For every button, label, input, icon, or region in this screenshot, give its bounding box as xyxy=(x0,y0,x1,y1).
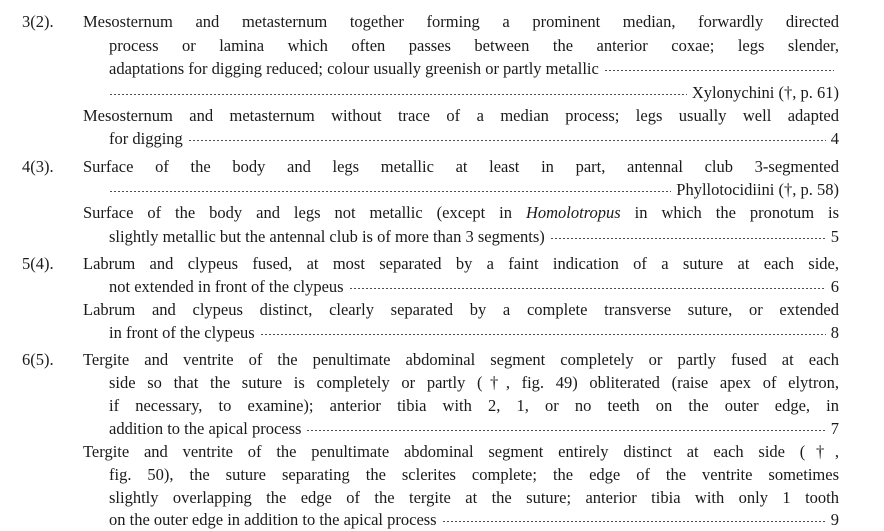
couplet-5-line-1 xyxy=(0,252,884,275)
lead-text: slightly metallic but the antennal club is of more than 3 segments) xyxy=(109,227,545,246)
lead-with-leader xyxy=(109,225,839,248)
lead-text: in front of the clypeus xyxy=(109,323,255,342)
lead-text: Tergite and ventrite of the penultimate abdominal segment completely or partly fused at each xyxy=(83,350,839,369)
lead-text: for digging xyxy=(109,129,183,148)
lead-with-leader xyxy=(109,178,839,201)
lead-with-leader xyxy=(109,127,839,150)
dot-leader xyxy=(442,521,826,522)
couplet-5-line-2 xyxy=(0,275,884,298)
key-result: 4 xyxy=(830,129,839,148)
couplet-3b-line-2 xyxy=(0,127,884,150)
couplet-5b-line-1 xyxy=(0,298,884,321)
couplet-3-line-2 xyxy=(0,34,884,57)
couplet-3-line-4 xyxy=(0,81,884,104)
dot-leader xyxy=(349,288,826,289)
lead-with-leader xyxy=(109,508,839,531)
lead-with-leader xyxy=(109,417,839,440)
key-result: 7 xyxy=(830,419,839,438)
lead-with-leader xyxy=(109,57,839,80)
lead-text: addition to the apical process xyxy=(109,419,302,438)
couplet-6-line-4 xyxy=(0,417,884,440)
couplet-3-line-3 xyxy=(0,57,884,80)
lead-text: process or lamina which often passes between the anterior coxae; legs slender, xyxy=(109,36,839,55)
couplet-6b-line-2 xyxy=(0,463,884,486)
lead-text: Surface of the body and legs metallic at least in part, antennal club 3-segmented xyxy=(83,157,839,176)
couplet-6b-line-1 xyxy=(0,440,884,463)
couplet-6b-line-3 xyxy=(0,486,884,509)
couplet-3-line-1 xyxy=(0,10,884,33)
couplet-6b-line-4 xyxy=(0,508,884,531)
key-result: Xylonychini (†, p. 61) xyxy=(691,83,839,102)
lead-text: Mesosternum and metasternum without trace of a median process; legs usually well adapted xyxy=(83,106,839,125)
key-result: Phyllotocidiini (†, p. 58) xyxy=(676,180,839,199)
couplet-4b-line-1 xyxy=(0,201,884,224)
couplet-number: 3(2). xyxy=(22,12,54,31)
lead-text: if necessary, to examine); anterior tibia with 2, 1, or no teeth on the outer edge, in xyxy=(109,396,839,415)
lead-with-leader xyxy=(109,81,839,104)
lead-text: Surface of the body and legs not metallic (except in Homolotropus in which the pronotum is xyxy=(83,203,839,222)
couplet-number: 4(3). xyxy=(22,157,54,176)
couplet-3b-line-1 xyxy=(0,104,884,127)
dot-leader xyxy=(109,94,687,95)
lead-text: adaptations for digging reduced; colour usually greenish or partly metallic xyxy=(109,59,599,78)
lead-text: on the outer edge in addition to the apical process xyxy=(109,510,437,529)
key-result: 9 xyxy=(830,510,839,529)
lead-text: Mesosternum and metasternum together forming a prominent median, forwardly directed xyxy=(83,12,839,31)
couplet-number: 6(5). xyxy=(22,350,54,369)
key-result: 5 xyxy=(830,227,839,246)
dot-leader xyxy=(260,334,826,335)
lead-text: not extended in front of the clypeus xyxy=(109,277,344,296)
dot-leader xyxy=(604,70,834,71)
couplet-5b-line-2 xyxy=(0,321,884,344)
dot-leader xyxy=(188,140,826,141)
key-result: 6 xyxy=(830,277,839,296)
dot-leader xyxy=(306,430,825,431)
couplet-4-line-2 xyxy=(0,178,884,201)
lead-text: Labrum and clypeus distinct, clearly separated by a complete transverse suture, or extended xyxy=(83,300,839,319)
couplet-6-line-3 xyxy=(0,394,884,417)
lead-text: fig. 50), the suture separating the sclerites complete; the edge of the ventrite sometimes xyxy=(109,465,839,484)
lead-text: Tergite and ventrite of the penultimate abdominal segment entirely distinct at each side (†, xyxy=(83,442,839,461)
couplet-4-line-1 xyxy=(0,155,884,178)
couplet-6-line-1 xyxy=(0,348,884,371)
lead-text: Labrum and clypeus fused, at most separated by a faint indication of a suture at each side, xyxy=(83,254,839,273)
couplet-4b-line-2 xyxy=(0,225,884,248)
key-result: 8 xyxy=(830,323,839,342)
dot-leader xyxy=(109,191,671,192)
couplet-number: 5(4). xyxy=(22,254,54,273)
lead-with-leader xyxy=(109,275,839,298)
lead-text: slightly overlapping the edge of the tergite at the suture; anterior tibia with only 1 tooth xyxy=(109,488,839,507)
dot-leader xyxy=(550,238,826,239)
couplet-6-line-2 xyxy=(0,371,884,394)
lead-with-leader xyxy=(109,321,839,344)
lead-text: side so that the suture is completely or partly (†, fig. 49) obliterated (raise apex of elytron, xyxy=(109,373,839,392)
genus-name: Homolotropus xyxy=(525,203,621,222)
